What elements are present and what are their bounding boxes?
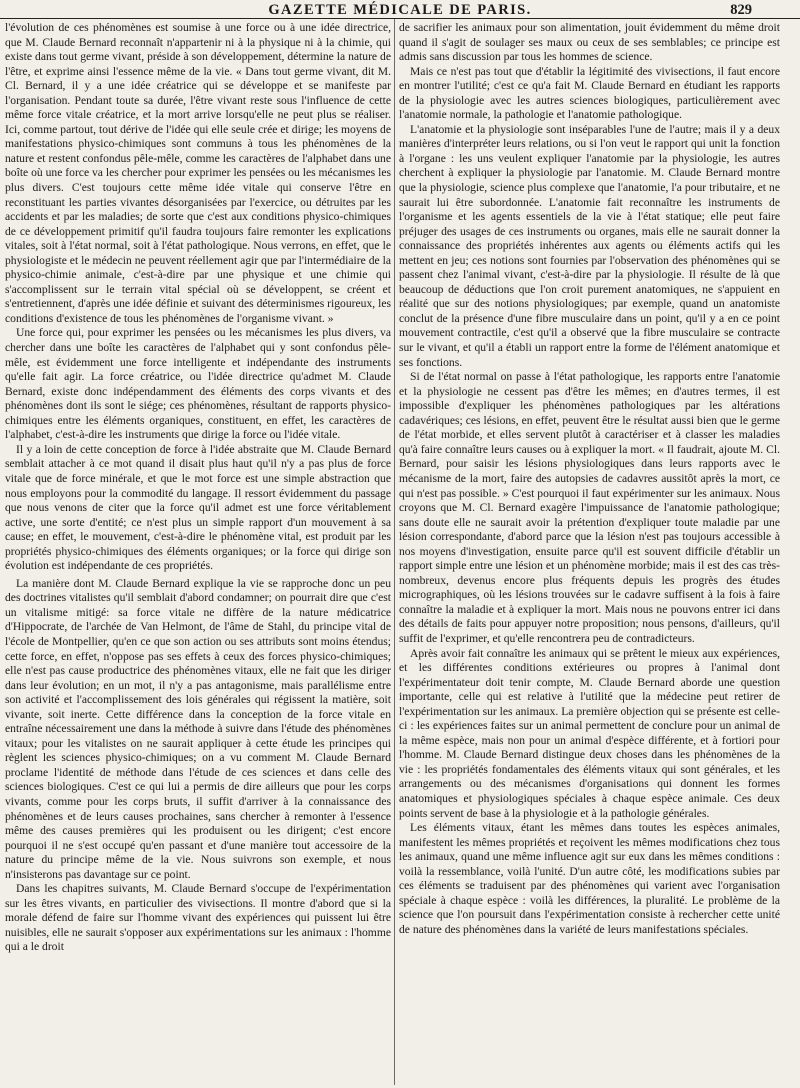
paragraph: Si de l'état normal on passe à l'état pathologique, les rapports entre l'anatomie et la physiologie ne cessent pas d'être les mêmes; en d'autres termes, il est impossible d'expliquer les phénomènes pathologiques par les altérations cadavériques; ces lésions, en effet, peuvent être le résultat aussi bien que le germe de l'état morbide, et elles servent plutôt à caractériser et à classer les maladies qu'à faire connaître leurs causes ou à expliquer la mort. « Il faudrait, ajoute M. Cl. Bernard, pour saisir les lésions physiologiques dans leurs rapports avec le mécanisme de la mort, faire des autopsies de cadavres aussitôt après la mort, ce qui n'est pas possible. » C'est pourquoi il faut expérimenter sur les animaux. Nous croyons que M. Cl. Bernard exagère l'impuissance de l'anatomie pathologique; sans doute elle ne saurait avoir la prétention d'expliquer toute maladie par une lésion correspondante, d'abord parce que la lésion n'est pas toujours accessible à nos moyens d'investigation, ensuite parce qu'il est souvent difficile d'établir un rapport simple entre une lésion et un phénomène morbide; mais il est des cas très-nombreux, devenus encore plus fréquents depuis les progrès des études micrographiques, où les lésions trouvées sur le cadavre suffisent à la fois à faire connaître la maladie et à expliquer la mort. Mais nous ne pouvons entrer ici dans des détails de faits pour appuyer notre proposition; nous pensons, d'ailleurs, qu'il suffit de l'exprimer, et qu'elle rencontrera peu de contradicteurs. (399, 370, 780, 645)
paragraph: Après avoir fait connaître les animaux qui se prêtent le mieux aux expériences, et les différentes conditions extérieures ou propres à l'animal dont l'expérimentateur doit tenir compte, M. Claude Bernard aborde une question importante, celle qui est relative à l'utilité que la médecine peut retirer de l'expérimentation sur les animaux. La première objection qui se présente est celle-ci : les expériences faites sur un animal permettent de conclure pour un animal de la même espèce, mais non pour un animal d'espèce différente, et à fortiori pour l'homme. M. Claude Bernard distingue deux choses dans les phénomènes de la vie : les propriétés fondamentales des éléments vitaux qui sont générales, et les arrangements ou des mécanismes d'organisations qui donnent les formes anatomiques et physiologiques spéciales à chaque espèce animale. Ces deux points servent de base à la physiologie et à la pathologie générales. (399, 646, 780, 820)
paragraph: Il y a loin de cette conception de force à l'idée abstraite que M. Claude Bernard semblait attacher à ce mot quand il disait plus haut qu'il n'y a pas plus de force vitale que de force minérale, et que le mot force est une simple abstraction que nous employons pour la commodité du langage. Il ressort évidemment du passage que nous venons de citer que la force qu'il admet est une force véritablement active, une sorte d'entité; ce n'est plus un simple rapport d'un mouvement à sa cause; en effet, le mouvement, c'est-à-dire le phénomène vital, est produit par les propriétés physico-chimiques des éléments organiques; or la force qui dirige son évolution est indépendante de ces propriétés. (5, 442, 391, 573)
paragraph: Les éléments vitaux, étant les mêmes dans toutes les espèces animales, manifestent les mêmes propriétés et reçoivent les mêmes modifications chez tous les animaux, quand une même influence agit sur eux dans les mêmes conditions : voilà la ressemblance, voilà l'unité. D'un autre côté, les modifications subies par ces éléments se traduisent par des phénomènes qui varient avec l'organisation spéciale à chaque espèce : voilà les différences, la pluralité. Le problème de la science que l'on poursuit dans l'expérimentation consiste à rechercher cette unité de nature des phénomènes dans la variété de leurs manifestations spéciales. (399, 821, 780, 936)
journal-title: GAZETTE MÉDICALE DE PARIS. (268, 2, 532, 18)
left-column (5, 21, 391, 1083)
column-divider (394, 19, 395, 1085)
paragraph: de sacrifier les animaux pour son alimentation, jouit évidemment du même droit quand il s'agit de soulager ses maux ou ceux de ses semblables; ce principe est admis sans discussion par tous les hommes de science. (399, 21, 780, 64)
header-rule (0, 18, 800, 19)
paragraph: La manière dont M. Claude Bernard explique la vie se rapproche donc un peu des doctrines vitalistes qu'il semblait d'abord condamner; on pourrait dire que c'est un vitalisme mitigé: sa force vitale ne diffère de la nature médicatrice d'Hippocrate, de l'archée de Van Helmont, de l'âme de Stahl, du principe vital de l'école de Montpellier, qu'en ce que son action ou ses attributs sont moins étendus; cette force, en effet, n'oppose pas ses effets à ceux des forces physico-chimiques; elle n'est pas cause productrice des phénomènes vitaux, elle ne fait que les diriger dans leur évolution; en un mot, il n'y a pas antagonisme, mais parallélisme entre son activité et l'accomplissement des lois générales qui régissent la matière, soit vivante, soit inerte. Cette différence dans la conception de la force vitale en entraîne nécessairement une dans la méthode à suivre dans l'étude des phénomènes vitaux; pour les vitalistes on ne saurait appliquer à cette étude les principes qui règlent les sciences physico-chimiques; on a vu comment M. Claude Bernard proclame l'identité de méthode dans l'étude de ces sciences et dans celle des sciences biologiques. C'est ce qui lui a permis de dire ailleurs que pour les corps vivants, comme pour les corps bruts, il suffit d'arriver à la connaissance des phénomènes et de leurs causes prochaines, sans chercher à remonter à l'essence même des causes premières qui les produisent ou les dirigent; c'est encore pourquoi il ne s'est occupé qu'en passant et d'une manière tout accessoire de la nature du principe même de la vie. Nous suivrons son exemple, et nous n'insisterons pas davantage sur ce point. (5, 576, 391, 881)
paragraph: Dans les chapitres suivants, M. Claude Bernard s'occupe de l'expérimentation sur les êtres vivants, en particulier des vivisections. Il montre d'abord que si la morale défend de faire sur l'homme vivant des expériences qui puissent lui être nuisibles, elle ne saurait s'opposer aux expérimentations sur les animaux : l'homme qui a le droit (5, 882, 391, 954)
right-column (399, 21, 780, 1083)
paragraph: L'anatomie et la physiologie sont inséparables l'une de l'autre; mais il y a deux manières d'interpréter leurs relations, ou si l'on veut le rapport qui unit la fonction à l'organe : les uns veulent expliquer l'anatomie par la physiologie, les autres cherchent à expliquer la physiologie par l'anatomie. M. Claude Bernard montre que la physiologie, science plus complexe que l'anatomie, l'a pour tributaire, et ne saurait lui être subordonnée. L'anatomie fait reconnaître les instruments de l'organisme et les agents essentiels de la vie à l'état statique; elle peut faire préjuger des usages de ces instruments ou organes, mais elle ne saurait donner la connaissance des propriétés inhérentes aux agents ou éléments actifs qui les mettent en jeu; ces notions sont fournies par l'observation des phénomènes qui se passent chez l'animal vivant, c'est-à-dire par la physiologie. Il résulte de là que beaucoup de déductions que l'on croit purement anatomiques, ne s'appuient en réalité que sur des notions physiologiques; par exemple, quand un anatomiste conclut de la présence d'une fibre musculaire dans un point, qu'il y a en ce point mouvement contractile, c'est qu'il a observé que la fibre musculaire se contracte sur le vivant, et qu'il a établi un rapport entre la forme de l'élément anatomique et ses fonctions. (399, 122, 780, 369)
paragraph: Une force qui, pour exprimer les pensées ou les mécanismes les plus divers, va chercher dans une boîte les caractères de l'alphabet qui y sont confondus pêle-mêle, est évidemment une force intelligente et indépendante des instruments qu'elle fait agir. La force créatrice, ou l'idée directrice qu'admet M. Claude Bernard, existe donc indépendamment des éléments des corps vivants et des phénomènes dont ils sont le siége; ces phénomènes, résultant de rapports physico-chimiques entre les éléments organiques, constituent, en effet, les caractères de l'alphabet, c'est-à-dire les instruments que dirige la force ou l'idée vitale. (5, 326, 391, 442)
paragraph: l'évolution de ces phénomènes est soumise à une force ou à une idée directrice, que M. Claude Bernard reconnaît n'appartenir ni à la physique ni à la chimie, qui existe dans tout germe vivant, préside à son développement, détermine la nature de l'être, et exprime ainsi l'essence même de la vie. « Dans tout germe vivant, dit M. Cl. Bernard, il y a une idée créatrice qui se développe et se manifeste par l'organisation. Pendant toute sa durée, l'être vivant reste sous l'influence de cette même force vitale créatrice, et la mort arrive lorsqu'elle ne peut plus se réaliser. Ici, comme partout, tout dérive de l'idée qui elle seule crée et dirige; les moyens de manifestations physico-chimiques sont communs à tous les phénomènes de la nature et restent confondus pêle-mêle, comme les caractères de l'alphabet dans une boîte où une force va les chercher pour exprimer les pensées ou les mécanismes les plus divers. C'est toujours cette même idée vitale qui conserve l'être en reconstituant les parties vivantes désorganisées par l'exercice, ou détruites par les accidents et par les maladies; de sorte que c'est aux conditions physico-chimiques de ce développement primitif qu'il faudra toujours faire remonter les explications vitales, soit à l'état normal, soit à l'état pathologique. Nous verrons, en effet, que le physiologiste et le médecin ne peuvent réellement agir que par l'intermédiaire de la physico-chimie animale, c'est-à-dire par une physique et une chimie qui s'accomplissent sur le terrain vital spécial où se développent, se créent et s'entretiennent, d'après une idée définie et suivant des déterminismes rigoureux, les conditions d'existence de tous les phénomènes de l'organisme vivant. » (5, 21, 391, 325)
page-header (0, 0, 800, 20)
paragraph: Mais ce n'est pas tout que d'établir la légitimité des vivisections, il faut encore en montrer l'utilité; c'est ce qu'a fait M. Claude Bernard en étudiant les rapports de la physiologie avec les autres sciences biologiques, particulièrement avec l'anatomie normale, la pathologie et l'anatomie pathologique. (399, 64, 780, 122)
page-number: 829 (730, 2, 752, 18)
